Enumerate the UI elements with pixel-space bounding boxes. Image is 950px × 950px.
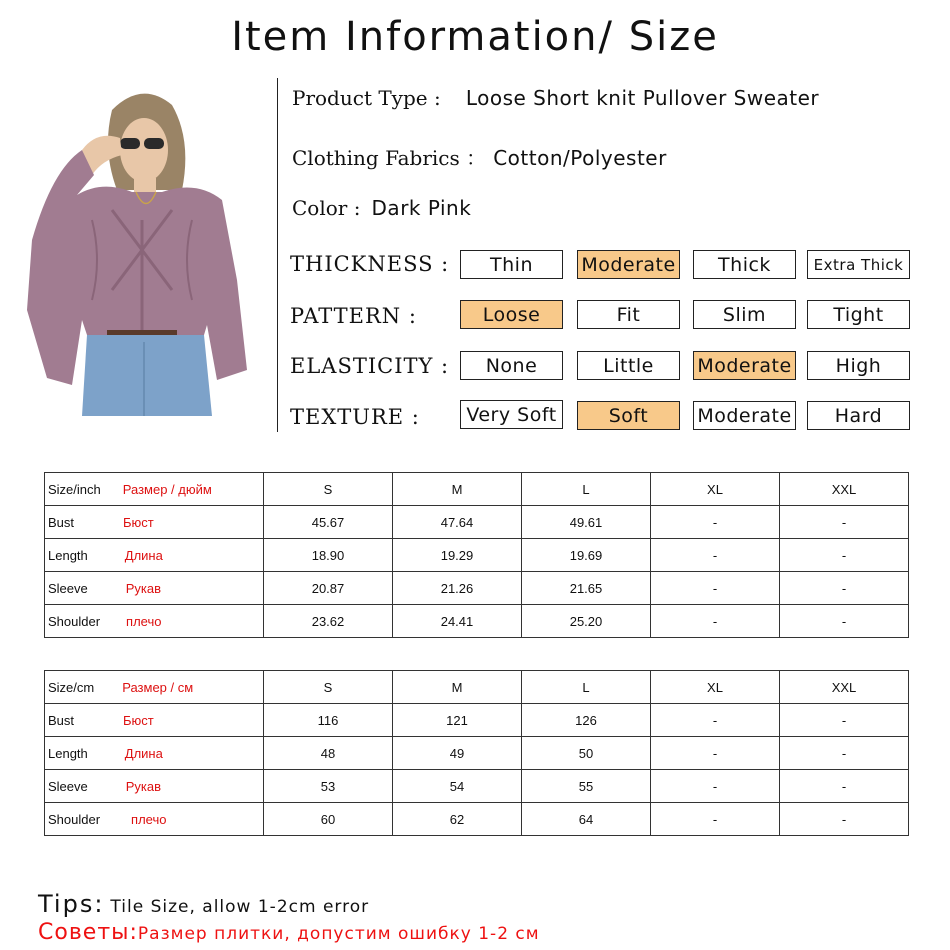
table-cell: 47.64 (393, 506, 522, 539)
row-label-ru: Бюст (123, 712, 154, 728)
row-label-ru: Длина (124, 547, 163, 563)
table-cell: 54 (393, 770, 522, 803)
table-cell: 126 (522, 704, 651, 737)
table-cell: - (780, 803, 909, 836)
header-size: L (522, 671, 651, 704)
row-label-cell (45, 803, 264, 836)
size-table-inch (44, 472, 909, 638)
table-row (45, 704, 909, 737)
header-size: XXL (780, 473, 909, 506)
table-cell: - (651, 572, 780, 605)
pattern-option-fit: Fit (577, 300, 680, 329)
header-size: S (264, 473, 393, 506)
color-row (292, 196, 471, 220)
elasticity-option-moderate: Moderate (693, 351, 796, 380)
header-label: Size/inch (48, 481, 101, 497)
table-cell: 23.62 (264, 605, 393, 638)
table-cell: 48 (264, 737, 393, 770)
texture-option-moderate: Moderate (693, 401, 796, 430)
elasticity-option-high: High (807, 351, 910, 380)
color-label: Color : (292, 196, 361, 220)
thickness-option-moderate: Moderate (577, 250, 680, 279)
row-label-cell (45, 704, 264, 737)
table-cell: 55 (522, 770, 651, 803)
header-size: L (522, 473, 651, 506)
row-label: Bust (48, 514, 75, 530)
fabrics-row (292, 142, 667, 171)
table-cell: - (651, 704, 780, 737)
row-label-ru: плечо (126, 613, 162, 629)
table-row (45, 572, 909, 605)
table-row (45, 770, 909, 803)
header-size: XL (651, 473, 780, 506)
table-cell: - (651, 803, 780, 836)
header-size: S (264, 671, 393, 704)
divider-line (277, 78, 278, 432)
header-label-ru: Размер / дюйм (122, 481, 212, 497)
row-label-cell (45, 572, 264, 605)
table-cell: 49.61 (522, 506, 651, 539)
tips-russian (38, 920, 540, 945)
table-cell: - (651, 770, 780, 803)
tips-text: Tile Size, allow 1-2cm error (110, 897, 370, 917)
table-cell: - (651, 605, 780, 638)
table-cell: 116 (264, 704, 393, 737)
table-cell: 19.69 (522, 539, 651, 572)
table-cell: 25.20 (522, 605, 651, 638)
table-cell: 53 (264, 770, 393, 803)
table-cell: - (780, 572, 909, 605)
table-row (45, 506, 909, 539)
texture-option-soft: Soft (577, 401, 680, 430)
table-header-row (45, 671, 909, 704)
row-label: Sleeve (48, 580, 88, 596)
table-cell: - (780, 737, 909, 770)
table-row (45, 539, 909, 572)
row-label-ru: плечо (131, 811, 167, 827)
row-label-ru: Бюст (123, 514, 154, 530)
row-label: Bust (48, 712, 75, 728)
table-row (45, 737, 909, 770)
table-cell: - (780, 506, 909, 539)
table-cell: 49 (393, 737, 522, 770)
header-size: M (393, 473, 522, 506)
header-label: Size/cm (48, 679, 95, 695)
pattern-option-slim: Slim (693, 300, 796, 329)
table-cell: - (780, 539, 909, 572)
product-type-value: Loose Short knit Pullover Sweater (465, 86, 820, 110)
table-cell: 20.87 (264, 572, 393, 605)
table-cell: - (780, 770, 909, 803)
table-row (45, 605, 909, 638)
row-label: Shoulder (48, 811, 101, 827)
pattern-option-loose: Loose (460, 300, 563, 329)
row-label: Sleeve (48, 778, 88, 794)
table-cell: - (780, 605, 909, 638)
header-size: XL (651, 671, 780, 704)
row-label: Length (48, 745, 88, 761)
texture-option-very-soft: Very Soft (460, 400, 563, 429)
table-cell: 64 (522, 803, 651, 836)
table-cell: 60 (264, 803, 393, 836)
model-photo-icon (22, 80, 250, 416)
table-row (45, 803, 909, 836)
table-cell: 21.26 (393, 572, 522, 605)
header-label-ru: Размер / см (122, 679, 194, 695)
product-type-label: Product Type : (292, 86, 441, 110)
table-header-row (45, 473, 909, 506)
color-value: Dark Pink (371, 196, 472, 220)
row-label-cell (45, 737, 264, 770)
table-cell: 18.90 (264, 539, 393, 572)
table-cell: 45.67 (264, 506, 393, 539)
thickness-option-thick: Thick (693, 250, 796, 279)
row-label-cell (45, 770, 264, 803)
product-type-row (292, 86, 819, 110)
page-title: Item Information/ Size (231, 14, 719, 60)
row-label-cell (45, 605, 264, 638)
tips-label-ru: Советы: (38, 920, 138, 945)
row-label-cell (45, 506, 264, 539)
table-cell: - (651, 539, 780, 572)
thickness-option-thin: Thin (460, 250, 563, 279)
size-table-cm (44, 670, 909, 836)
fabrics-label: Clothing Fabrics ： (292, 146, 487, 170)
table-header-cell (45, 473, 264, 506)
table-cell: 21.65 (522, 572, 651, 605)
table-cell: 24.41 (393, 605, 522, 638)
tips-english (38, 890, 369, 918)
texture-label: TEXTURE : (290, 405, 420, 429)
pattern-option-tight: Tight (807, 300, 910, 329)
row-label-cell (45, 539, 264, 572)
pattern-label: PATTERN : (290, 304, 417, 328)
table-cell: - (651, 506, 780, 539)
row-label-ru: Рукав (125, 778, 162, 794)
table-cell: 50 (522, 737, 651, 770)
table-cell: 62 (393, 803, 522, 836)
thickness-label: THICKNESS : (290, 252, 450, 276)
thickness-option-extra-thick: Extra Thick (807, 250, 910, 279)
elasticity-option-none: None (460, 351, 563, 380)
header-size: M (393, 671, 522, 704)
tips-label: Tips: (38, 890, 105, 918)
row-label-ru: Рукав (125, 580, 162, 596)
texture-option-hard: Hard (807, 401, 910, 430)
tips-text-ru: Размер плитки, допустим ошибку 1-2 см (137, 924, 540, 944)
row-label-ru: Длина (124, 745, 163, 761)
row-label: Length (48, 547, 88, 563)
elasticity-option-little: Little (577, 351, 680, 380)
table-cell: - (780, 704, 909, 737)
table-cell: 121 (393, 704, 522, 737)
elasticity-label: ELASTICITY : (290, 354, 450, 378)
table-cell: - (651, 737, 780, 770)
table-cell: 19.29 (393, 539, 522, 572)
fabrics-value: Cotton/Polyester (493, 146, 667, 170)
table-header-cell (45, 671, 264, 704)
header-size: XXL (780, 671, 909, 704)
row-label: Shoulder (48, 613, 101, 629)
